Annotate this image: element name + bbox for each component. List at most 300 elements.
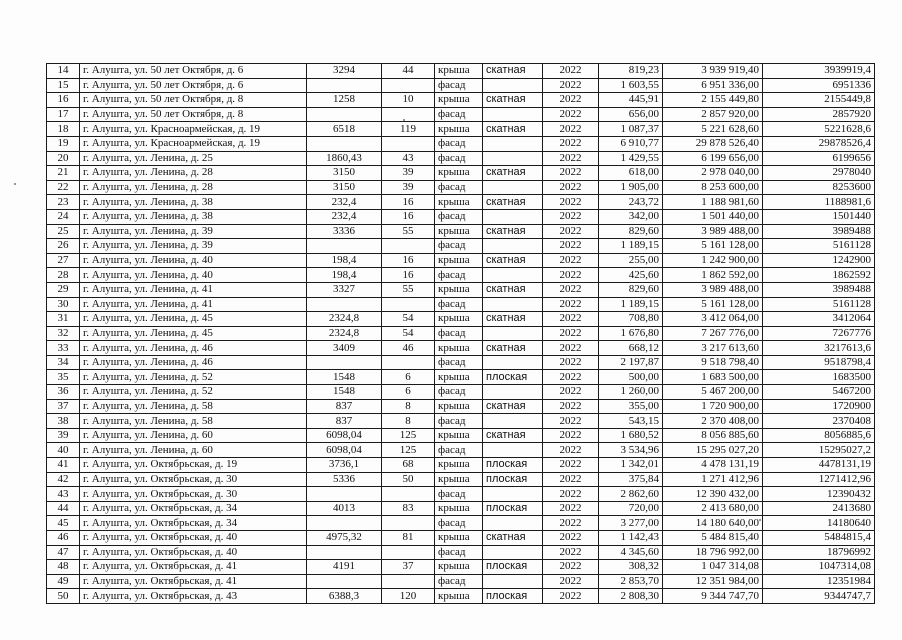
- unit-price-cell: 720,00: [599, 501, 663, 516]
- unit-price-cell: 3 534,96: [599, 443, 663, 458]
- total-cost-cell: 5 221 628,60: [663, 122, 763, 137]
- element-cell: крыша: [435, 224, 483, 239]
- total-plain-cell: 3939919,4: [763, 64, 875, 79]
- flats-cell: 54: [382, 312, 435, 327]
- flats-cell: 39: [382, 166, 435, 181]
- row-number-cell: 43: [47, 487, 80, 502]
- unit-price-cell: 1 142,43: [599, 531, 663, 546]
- year-cell: 2022: [543, 428, 599, 443]
- total-cost-cell: 1 720 900,00: [663, 399, 763, 414]
- unit-price-cell: 355,00: [599, 399, 663, 414]
- year-cell: 2022: [543, 122, 599, 137]
- row-number-cell: 18: [47, 122, 80, 137]
- total-cost-cell: 7 267 776,00: [663, 326, 763, 341]
- unit-price-cell: 1 189,15: [599, 239, 663, 254]
- address-cell: г. Алушта, ул. 50 лет Октября, д. 6: [80, 78, 307, 93]
- area-cell: 5336: [307, 472, 382, 487]
- table-row: [47, 385, 875, 400]
- element-cell: крыша: [435, 428, 483, 443]
- element-cell: фасад: [435, 545, 483, 560]
- address-cell: г. Алушта, ул. Ленина, д. 40: [80, 268, 307, 283]
- row-number-cell: 21: [47, 166, 80, 181]
- year-cell: 2022: [543, 370, 599, 385]
- year-cell: 2022: [543, 297, 599, 312]
- row-number-cell: 17: [47, 107, 80, 122]
- year-cell: 2022: [543, 253, 599, 268]
- area-cell: 6098,04: [307, 443, 382, 458]
- roof-type-cell: скатная: [483, 282, 543, 297]
- roof-type-cell: [483, 180, 543, 195]
- area-cell: [307, 107, 382, 122]
- table-row: [47, 64, 875, 79]
- address-cell: г. Алушта, ул. Ленина, д. 41: [80, 282, 307, 297]
- table-row: [47, 282, 875, 297]
- area-cell: 4191: [307, 560, 382, 575]
- element-cell: фасад: [435, 239, 483, 254]
- year-cell: 2022: [543, 180, 599, 195]
- total-plain-cell: 8056885,6: [763, 428, 875, 443]
- year-cell: 2022: [543, 574, 599, 589]
- area-cell: 1860,43: [307, 151, 382, 166]
- address-cell: г. Алушта, ул. Октябрьская, д. 41: [80, 574, 307, 589]
- table-row: [47, 414, 875, 429]
- row-number-cell: 14: [47, 64, 80, 79]
- roof-type-cell: скатная: [483, 93, 543, 108]
- year-cell: 2022: [543, 78, 599, 93]
- element-cell: крыша: [435, 560, 483, 575]
- flats-cell: 55: [382, 224, 435, 239]
- element-cell: крыша: [435, 166, 483, 181]
- table-row: [47, 209, 875, 224]
- year-cell: 2022: [543, 64, 599, 79]
- total-cost-cell: 2 155 449,80: [663, 93, 763, 108]
- unit-price-cell: 445,91: [599, 93, 663, 108]
- table-row: [47, 458, 875, 473]
- table-row: [47, 136, 875, 151]
- total-cost-cell: 6 199 656,00: [663, 151, 763, 166]
- row-number-cell: 20: [47, 151, 80, 166]
- scan-speck: [403, 119, 405, 121]
- unit-price-cell: 708,80: [599, 312, 663, 327]
- roof-type-cell: [483, 487, 543, 502]
- row-number-cell: 16: [47, 93, 80, 108]
- element-cell: крыша: [435, 195, 483, 210]
- table-row: [47, 399, 875, 414]
- table-row: [47, 93, 875, 108]
- unit-price-cell: 243,72: [599, 195, 663, 210]
- area-cell: [307, 516, 382, 531]
- address-cell: г. Алушта, ул. Красноармейская, д. 19: [80, 136, 307, 151]
- unit-price-cell: 1 680,52: [599, 428, 663, 443]
- total-cost-cell: 3 412 064,00: [663, 312, 763, 327]
- element-cell: крыша: [435, 472, 483, 487]
- area-cell: 837: [307, 399, 382, 414]
- roof-type-cell: скатная: [483, 166, 543, 181]
- area-cell: 6388,3: [307, 589, 382, 604]
- table-row: [47, 443, 875, 458]
- year-cell: 2022: [543, 385, 599, 400]
- element-cell: фасад: [435, 516, 483, 531]
- total-cost-cell: 9 518 798,40: [663, 355, 763, 370]
- address-cell: г. Алушта, ул. 50 лет Октября, д. 6: [80, 64, 307, 79]
- address-cell: г. Алушта, ул. Октябрьская, д. 30: [80, 487, 307, 502]
- flats-cell: 50: [382, 472, 435, 487]
- row-number-cell: 39: [47, 428, 80, 443]
- total-cost-cell: 1 188 981,60: [663, 195, 763, 210]
- address-cell: г. Алушта, ул. Ленина, д. 45: [80, 312, 307, 327]
- table-row: [47, 574, 875, 589]
- total-plain-cell: 5484815,4: [763, 531, 875, 546]
- address-cell: г. Алушта, ул. Октябрьская, д. 19: [80, 458, 307, 473]
- flats-cell: 119: [382, 122, 435, 137]
- table-row: [47, 107, 875, 122]
- address-cell: г. Алушта, ул. Ленина, д. 39: [80, 224, 307, 239]
- row-number-cell: 30: [47, 297, 80, 312]
- roof-type-cell: скатная: [483, 224, 543, 239]
- total-plain-cell: 1188981,6: [763, 195, 875, 210]
- total-plain-cell: 3989488: [763, 224, 875, 239]
- element-cell: крыша: [435, 341, 483, 356]
- area-cell: 3327: [307, 282, 382, 297]
- year-cell: 2022: [543, 414, 599, 429]
- element-cell: крыша: [435, 589, 483, 604]
- element-cell: фасад: [435, 487, 483, 502]
- row-number-cell: 37: [47, 399, 80, 414]
- total-plain-cell: 2370408: [763, 414, 875, 429]
- table-row: [47, 589, 875, 604]
- year-cell: 2022: [543, 268, 599, 283]
- table-row: [47, 166, 875, 181]
- flats-cell: [382, 297, 435, 312]
- roof-type-cell: скатная: [483, 531, 543, 546]
- year-cell: 2022: [543, 312, 599, 327]
- element-cell: фасад: [435, 414, 483, 429]
- total-plain-cell: 2978040: [763, 166, 875, 181]
- year-cell: 2022: [543, 326, 599, 341]
- address-cell: г. Алушта, ул. Ленина, д. 60: [80, 428, 307, 443]
- address-cell: г. Алушта, ул. 50 лет Октября, д. 8: [80, 93, 307, 108]
- flats-cell: 81: [382, 531, 435, 546]
- element-cell: крыша: [435, 399, 483, 414]
- unit-price-cell: 618,00: [599, 166, 663, 181]
- roof-type-cell: [483, 151, 543, 166]
- total-plain-cell: 12351984: [763, 574, 875, 589]
- element-cell: крыша: [435, 370, 483, 385]
- total-cost-cell: 14 180 640,00: [663, 516, 763, 531]
- unit-price-cell: 3 277,00: [599, 516, 663, 531]
- flats-cell: 68: [382, 458, 435, 473]
- flats-cell: 46: [382, 341, 435, 356]
- table-row: [47, 297, 875, 312]
- row-number-cell: 45: [47, 516, 80, 531]
- roof-type-cell: скатная: [483, 195, 543, 210]
- table-row: [47, 312, 875, 327]
- total-plain-cell: 1242900: [763, 253, 875, 268]
- roof-type-cell: [483, 136, 543, 151]
- row-number-cell: 40: [47, 443, 80, 458]
- roof-type-cell: скатная: [483, 122, 543, 137]
- flats-cell: 10: [382, 93, 435, 108]
- total-cost-cell: 1 683 500,00: [663, 370, 763, 385]
- flats-cell: 43: [382, 151, 435, 166]
- year-cell: 2022: [543, 516, 599, 531]
- area-cell: 232,4: [307, 209, 382, 224]
- element-cell: крыша: [435, 501, 483, 516]
- row-number-cell: 27: [47, 253, 80, 268]
- roof-type-cell: [483, 78, 543, 93]
- total-cost-cell: 6 951 336,00: [663, 78, 763, 93]
- area-cell: [307, 545, 382, 560]
- row-number-cell: 23: [47, 195, 80, 210]
- address-cell: г. Алушта, ул. Октябрьская, д. 41: [80, 560, 307, 575]
- flats-cell: 8: [382, 414, 435, 429]
- row-number-cell: 24: [47, 209, 80, 224]
- year-cell: 2022: [543, 224, 599, 239]
- total-cost-cell: 3 217 613,60: [663, 341, 763, 356]
- total-plain-cell: 12390432: [763, 487, 875, 502]
- roof-type-cell: [483, 385, 543, 400]
- element-cell: крыша: [435, 93, 483, 108]
- area-cell: 3150: [307, 166, 382, 181]
- row-number-cell: 49: [47, 574, 80, 589]
- total-plain-cell: 1501440: [763, 209, 875, 224]
- row-number-cell: 28: [47, 268, 80, 283]
- row-number-cell: 26: [47, 239, 80, 254]
- total-plain-cell: 5161128: [763, 297, 875, 312]
- element-cell: фасад: [435, 180, 483, 195]
- address-cell: г. Алушта, ул. Октябрьская, д. 34: [80, 501, 307, 516]
- flats-cell: [382, 574, 435, 589]
- unit-price-cell: 829,60: [599, 282, 663, 297]
- unit-price-cell: 819,23: [599, 64, 663, 79]
- element-cell: фасад: [435, 151, 483, 166]
- flats-cell: 8: [382, 399, 435, 414]
- table-row: [47, 545, 875, 560]
- roof-type-cell: плоская: [483, 472, 543, 487]
- unit-price-cell: 543,15: [599, 414, 663, 429]
- table-row: [47, 151, 875, 166]
- area-cell: 2324,8: [307, 312, 382, 327]
- total-cost-cell: 2 370 408,00: [663, 414, 763, 429]
- unit-price-cell: 829,60: [599, 224, 663, 239]
- total-cost-cell: 2 978 040,00: [663, 166, 763, 181]
- roof-type-cell: скатная: [483, 341, 543, 356]
- address-cell: г. Алушта, ул. Ленина, д. 28: [80, 180, 307, 195]
- flats-cell: 120: [382, 589, 435, 604]
- unit-price-cell: 668,12: [599, 341, 663, 356]
- total-plain-cell: 6951336: [763, 78, 875, 93]
- repair-registry-table: [46, 63, 875, 604]
- area-cell: 3150: [307, 180, 382, 195]
- total-cost-cell: 1 047 314,08: [663, 560, 763, 575]
- area-cell: 837: [307, 414, 382, 429]
- row-number-cell: 29: [47, 282, 80, 297]
- address-cell: г. Алушта, ул. Ленина, д. 60: [80, 443, 307, 458]
- area-cell: 198,4: [307, 253, 382, 268]
- total-cost-cell: 2 413 680,00: [663, 501, 763, 516]
- year-cell: 2022: [543, 239, 599, 254]
- table-row: [47, 326, 875, 341]
- table-row: [47, 560, 875, 575]
- total-plain-cell: 1862592: [763, 268, 875, 283]
- flats-cell: [382, 516, 435, 531]
- flats-cell: [382, 487, 435, 502]
- unit-price-cell: 1 603,55: [599, 78, 663, 93]
- total-plain-cell: 5161128: [763, 239, 875, 254]
- flats-cell: 39: [382, 180, 435, 195]
- year-cell: 2022: [543, 560, 599, 575]
- year-cell: 2022: [543, 195, 599, 210]
- address-cell: г. Алушта, ул. Ленина, д. 41: [80, 297, 307, 312]
- flats-cell: 125: [382, 443, 435, 458]
- table-row: [47, 501, 875, 516]
- total-plain-cell: 18796992: [763, 545, 875, 560]
- element-cell: фасад: [435, 326, 483, 341]
- total-plain-cell: 7267776: [763, 326, 875, 341]
- flats-cell: [382, 107, 435, 122]
- element-cell: крыша: [435, 312, 483, 327]
- area-cell: 1548: [307, 385, 382, 400]
- unit-price-cell: 342,00: [599, 209, 663, 224]
- table-row: [47, 180, 875, 195]
- table-row: [47, 224, 875, 239]
- flats-cell: [382, 239, 435, 254]
- table-row: [47, 239, 875, 254]
- address-cell: г. Алушта, ул. Ленина, д. 45: [80, 326, 307, 341]
- total-plain-cell: 1271412,96: [763, 472, 875, 487]
- total-cost-cell: 2 857 920,00: [663, 107, 763, 122]
- unit-price-cell: 1 342,01: [599, 458, 663, 473]
- table-row: [47, 370, 875, 385]
- total-plain-cell: 5467200: [763, 385, 875, 400]
- flats-cell: [382, 545, 435, 560]
- table-row: [47, 428, 875, 443]
- flats-cell: 83: [382, 501, 435, 516]
- registry-table-body: [47, 64, 875, 604]
- roof-type-cell: [483, 326, 543, 341]
- year-cell: 2022: [543, 136, 599, 151]
- row-number-cell: 35: [47, 370, 80, 385]
- area-cell: [307, 487, 382, 502]
- roof-type-cell: [483, 239, 543, 254]
- address-cell: г. Алушта, ул. Октябрьская, д. 40: [80, 545, 307, 560]
- area-cell: [307, 574, 382, 589]
- roof-type-cell: [483, 414, 543, 429]
- unit-price-cell: 308,32: [599, 560, 663, 575]
- area-cell: 3294: [307, 64, 382, 79]
- flats-cell: 16: [382, 268, 435, 283]
- element-cell: фасад: [435, 297, 483, 312]
- year-cell: 2022: [543, 472, 599, 487]
- area-cell: 1258: [307, 93, 382, 108]
- total-cost-cell: 5 467 200,00: [663, 385, 763, 400]
- address-cell: г. Алушта, ул. Ленина, д. 40: [80, 253, 307, 268]
- area-cell: [307, 355, 382, 370]
- element-cell: крыша: [435, 282, 483, 297]
- unit-price-cell: 6 910,77: [599, 136, 663, 151]
- row-number-cell: 42: [47, 472, 80, 487]
- year-cell: 2022: [543, 589, 599, 604]
- row-number-cell: 33: [47, 341, 80, 356]
- unit-price-cell: 1 905,00: [599, 180, 663, 195]
- roof-type-cell: [483, 268, 543, 283]
- total-plain-cell: 9518798,4: [763, 355, 875, 370]
- row-number-cell: 46: [47, 531, 80, 546]
- element-cell: фасад: [435, 136, 483, 151]
- table-row: [47, 268, 875, 283]
- address-cell: г. Алушта, ул. Ленина, д. 58: [80, 414, 307, 429]
- address-cell: г. Алушта, ул. Октябрьская, д. 43: [80, 589, 307, 604]
- unit-price-cell: 2 808,30: [599, 589, 663, 604]
- total-plain-cell: 6199656: [763, 151, 875, 166]
- element-cell: крыша: [435, 253, 483, 268]
- roof-type-cell: [483, 107, 543, 122]
- roof-type-cell: скатная: [483, 428, 543, 443]
- address-cell: г. Алушта, ул. Ленина, д. 39: [80, 239, 307, 254]
- total-cost-cell: 5 161 128,00: [663, 239, 763, 254]
- element-cell: фасад: [435, 443, 483, 458]
- area-cell: 4975,32: [307, 531, 382, 546]
- year-cell: 2022: [543, 531, 599, 546]
- total-cost-cell: 3 989 488,00: [663, 224, 763, 239]
- unit-price-cell: 255,00: [599, 253, 663, 268]
- total-cost-cell: 1 862 592,00: [663, 268, 763, 283]
- address-cell: г. Алушта, ул. Ленина, д. 38: [80, 195, 307, 210]
- area-cell: 3336: [307, 224, 382, 239]
- address-cell: г. Алушта, ул. Ленина, д. 28: [80, 166, 307, 181]
- flats-cell: [382, 136, 435, 151]
- unit-price-cell: 1 260,00: [599, 385, 663, 400]
- address-cell: г. Алушта, ул. Ленина, д. 25: [80, 151, 307, 166]
- area-cell: 6518: [307, 122, 382, 137]
- year-cell: 2022: [543, 341, 599, 356]
- element-cell: фасад: [435, 574, 483, 589]
- row-number-cell: 32: [47, 326, 80, 341]
- roof-type-cell: скатная: [483, 399, 543, 414]
- area-cell: 232,4: [307, 195, 382, 210]
- table-row: [47, 531, 875, 546]
- roof-type-cell: плоская: [483, 501, 543, 516]
- roof-type-cell: плоская: [483, 370, 543, 385]
- table-row: [47, 487, 875, 502]
- total-cost-cell: 12 390 432,00: [663, 487, 763, 502]
- total-cost-cell: 29 878 526,40: [663, 136, 763, 151]
- address-cell: г. Алушта, ул. Красноармейская, д. 19: [80, 122, 307, 137]
- total-plain-cell: 14180640: [763, 516, 875, 531]
- element-cell: крыша: [435, 458, 483, 473]
- element-cell: фасад: [435, 107, 483, 122]
- unit-price-cell: 656,00: [599, 107, 663, 122]
- total-plain-cell: 4478131,19: [763, 458, 875, 473]
- element-cell: крыша: [435, 64, 483, 79]
- address-cell: г. Алушта, ул. Ленина, д. 38: [80, 209, 307, 224]
- area-cell: 1548: [307, 370, 382, 385]
- total-cost-cell: 8 253 600,00: [663, 180, 763, 195]
- area-cell: [307, 239, 382, 254]
- table-row: [47, 516, 875, 531]
- element-cell: фасад: [435, 78, 483, 93]
- year-cell: 2022: [543, 107, 599, 122]
- area-cell: 6098,04: [307, 428, 382, 443]
- element-cell: фасад: [435, 268, 483, 283]
- row-number-cell: 19: [47, 136, 80, 151]
- year-cell: 2022: [543, 355, 599, 370]
- year-cell: 2022: [543, 151, 599, 166]
- total-plain-cell: 5221628,6: [763, 122, 875, 137]
- address-cell: г. Алушта, ул. Октябрьская, д. 34: [80, 516, 307, 531]
- address-cell: г. Алушта, ул. Ленина, д. 52: [80, 385, 307, 400]
- table-row: [47, 195, 875, 210]
